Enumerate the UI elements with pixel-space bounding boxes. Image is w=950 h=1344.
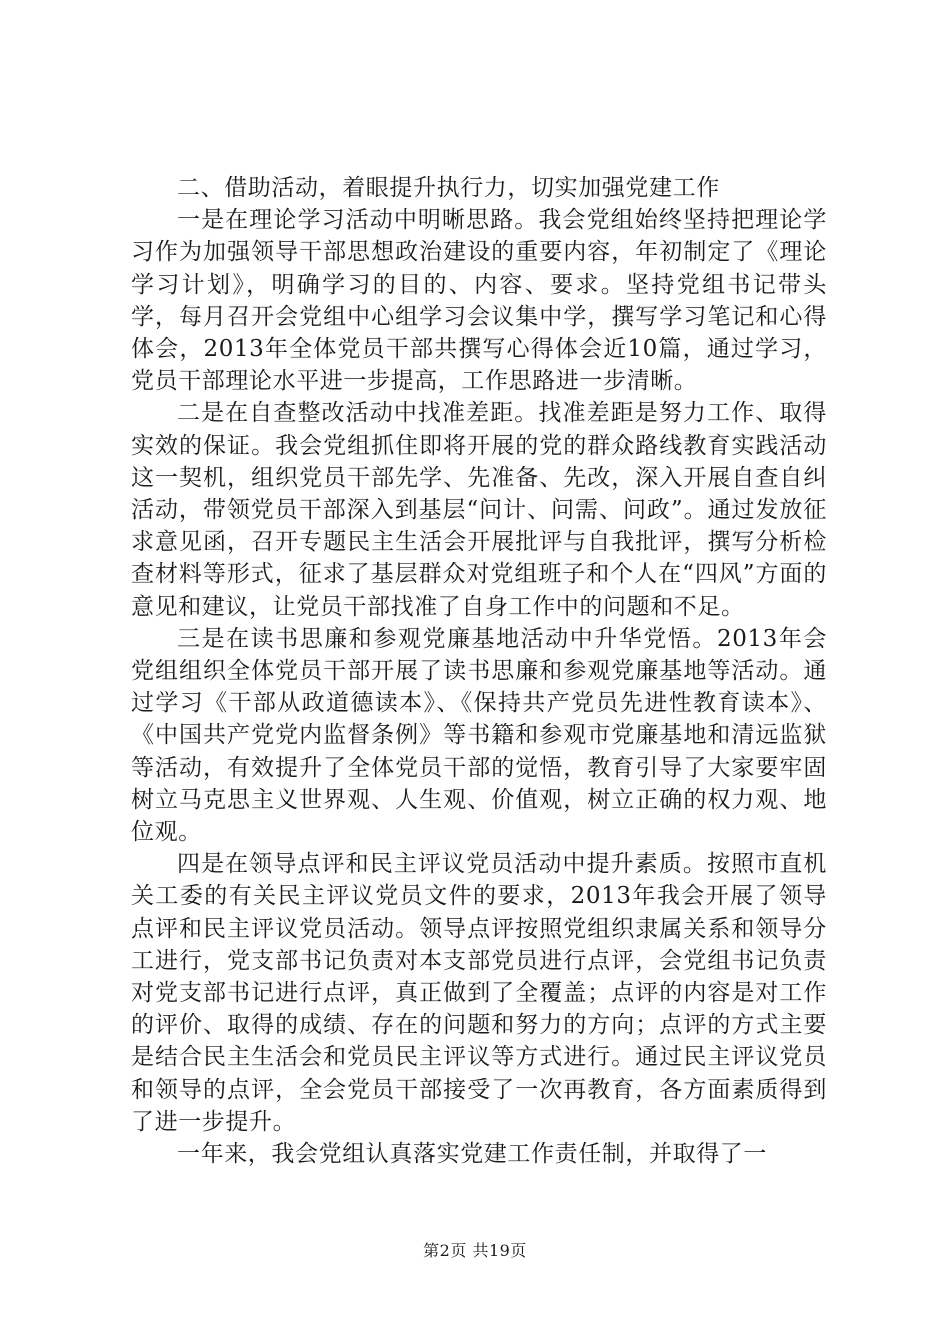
section-heading: 二、借助活动，着眼提升执行力，切实加强党建工作: [177, 175, 720, 201]
paragraph-leadership-review: 四是在领导点评和民主评议党员活动中提升素质。按照市直机关工委的有关民主评议党员文件的要求，2013年我会开展了领导点评和民主评议党员活动。领导点评按照党组织隶属关系和领导分工进行，党支部书记负责对本支部党员进行点评，会党组书记负责对党支部书记进行点评，真正做到了全覆盖；点评的内容是对工作的评价、取得的成绩、存在的问题和努力的方向；点评的方式主要是结合民主生活会和党员民主评议等方式进行。通过民主评议党员和领导的点评，全会党员干部接受了一次再教育，各方面素质得到了进一步提升。: [131, 851, 827, 1135]
paragraph-theory-study: 一是在理论学习活动中明晰思路。我会党组始终坚持把理论学习作为加强领导干部思想政治建设的重要内容，年初制定了《理论学习计划》，明确学习的目的、内容、要求。坚持党组书记带头学，每月召开会党组中心组学习会议集中学，撰写学习笔记和心得体会，2013年全体党员干部共撰写心得体会近10篇，通过学习，党员干部理论水平进一步提高，工作思路进一步清晰。: [131, 207, 827, 395]
page-number-footer: 第2页 共19页: [423, 1241, 527, 1260]
document-body: [131, 172, 827, 1170]
paragraph-year-summary: 一年来，我会党组认真落实党建工作责任制，并取得了一: [177, 1141, 767, 1168]
paragraph-self-inspection: 二是在自查整改活动中找准差距。找准差距是努力工作、取得实效的保证。我会党组抓住即将开展的党的群众路线教育实践活动这一契机，组织党员干部先学、先准备、先改，深入开展自查自纠活动，带领党员干部深入到基层“问计、问需、问政”。通过发放征求意见函，召开专题民主生活会开展批评与自我批评，撰写分析检查材料等形式，征求了基层群众对党组班子和个人在“四风”方面的意见和建议，让党员干部找准了自身工作中的问题和不足。: [131, 400, 827, 620]
paragraph-reading-integrity: 三是在读书思廉和参观党廉基地活动中升华党悟。2013年会党组组织全体党员干部开展了读书思廉和参观党廉基地等活动。通过学习《干部从政道德读本》、《保持共产党员先进性教育读本》、《中国共产党党内监督条例》等书籍和参观市党廉基地和清远监狱等活动，有效提升了全体党员干部的觉悟，教育引导了大家要牢固树立马克思主义世界观、人生观、价值观，树立正确的权力观、地位观。: [131, 625, 827, 846]
